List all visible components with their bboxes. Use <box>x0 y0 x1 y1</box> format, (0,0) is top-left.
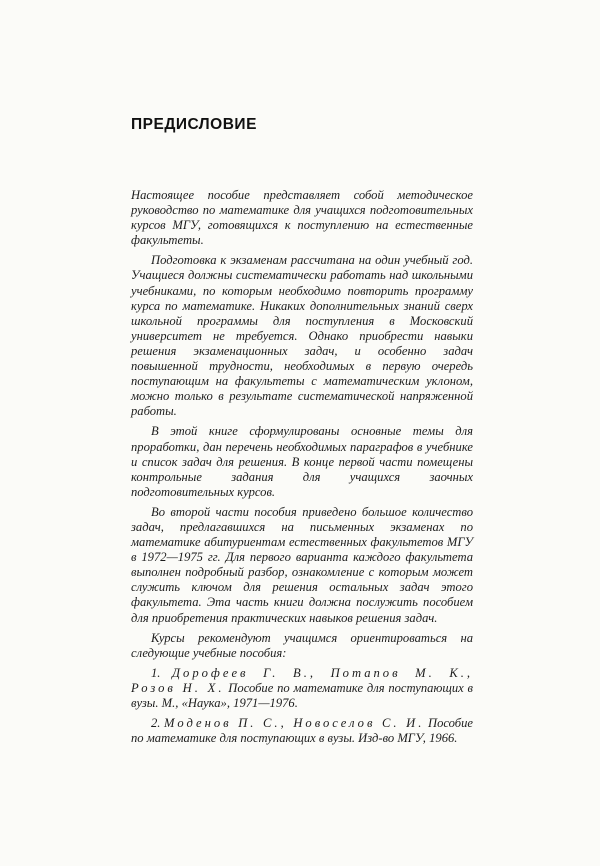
reference-item <box>131 716 473 746</box>
paragraph-preparation: Подготовка к экзаменам рассчитана на один учебный год. Учащиеся должны систематически работать над школьными учебниками, по которым необходимо повторить программу курса по математике. Никаких дополнительных знаний сверх школьной программы для поступления в Московский университет не требуется. Однако приобрести навыки решения экзаменационных задач, и особенно задач повышенной трудности, необходимых в первую очередь поступающим на факультеты с математическим уклоном, можно только в результате систематической напряженной работы. <box>131 253 473 419</box>
reference-title: Пособие по математике для поступающих в вузы. Изд-во МГУ, 1966. <box>131 716 473 746</box>
reference-number: 1. <box>151 665 161 680</box>
paragraph-intro: Настоящее пособие представляет собой методическое руководство по математике для учащихся подготовительных курсов МГУ, готовящихся к поступлению на естественные факультеты. <box>131 188 473 248</box>
reference-authors: Моденов П. С., Новоселов С. И. <box>164 716 425 731</box>
paragraph-book-contents: В этой книге сформулированы основные темы для проработки, дан перечень необходимых параграфов в учебнике и список задач для решения. В конце первой части помещены контрольные задания для учащихся заочных подготовительных курсов. <box>131 424 473 499</box>
page-title: ПРЕДИСЛОВИЕ <box>131 116 257 133</box>
reference-title: Пособие по математике для поступающих в вузы. М., «Наука», 1971—1976. <box>131 680 473 710</box>
reference-number: 2. <box>151 716 161 731</box>
paragraph-second-part: Во второй части пособия приведено большое количество задач, предлагавшихся на письменных экзаменах по математике абитуриентам естественных факультетов МГУ в 1972—1975 гг. Для первого варианта каждого факультета выполнен подробный разбор, ознакомление с которым может служить ключом для решения остальных задач этого факультета. Эта часть книги должна послужить пособием для приобретения практических навыков решения задач. <box>131 504 473 625</box>
reference-item <box>131 666 473 711</box>
reference-authors: Дорофеев Г. В., Потапов М. К., Розов Н. Х. <box>131 665 473 695</box>
paragraph-recommendations: Курсы рекомендуют учащимся ориентироваться на следующие учебные пособия: <box>131 630 473 660</box>
preface-body <box>131 188 473 751</box>
